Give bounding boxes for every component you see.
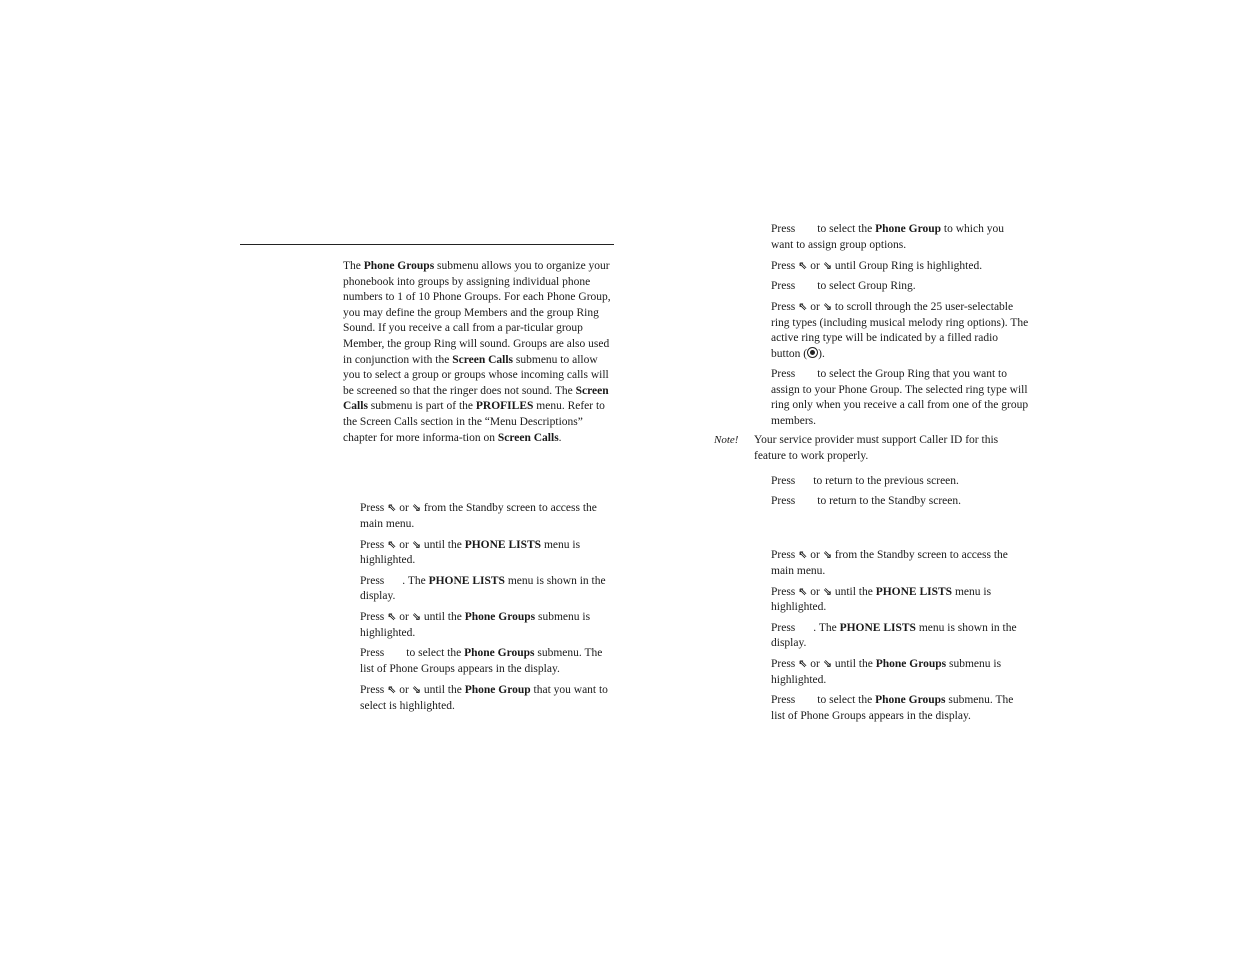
press-word: Press bbox=[360, 611, 385, 624]
step-bold: Phone Groups bbox=[875, 658, 947, 671]
step bbox=[771, 584, 1029, 616]
step bbox=[771, 656, 1029, 688]
step-text: menu is shown in the display. bbox=[771, 621, 1017, 650]
step-text: menu is highlighted. bbox=[360, 538, 581, 567]
step-text: from the Standby screen to access the main menu. bbox=[771, 549, 1008, 577]
or-word: or bbox=[399, 502, 409, 514]
step-text: to select the bbox=[817, 223, 876, 235]
up-arrow-icon: ⇖ bbox=[798, 584, 808, 598]
up-arrow-icon: ⇖ bbox=[387, 501, 397, 514]
intro-text: The bbox=[343, 260, 364, 272]
or-word: or bbox=[810, 658, 820, 671]
step-bold: Phone Groups bbox=[464, 647, 535, 660]
down-arrow-icon: ⇘ bbox=[822, 657, 832, 671]
up-arrow-icon: ⇖ bbox=[798, 300, 808, 314]
press-word: Press bbox=[360, 574, 385, 587]
up-arrow-icon: ⇖ bbox=[387, 537, 397, 551]
step-text: ). bbox=[818, 347, 825, 360]
step bbox=[771, 279, 1029, 295]
step bbox=[360, 609, 616, 641]
step-text: . The bbox=[813, 621, 840, 634]
up-arrow-icon: ⇖ bbox=[798, 657, 808, 671]
down-arrow-icon: ⇘ bbox=[411, 501, 421, 514]
step-text: that you want to select is highlighted. bbox=[360, 683, 608, 712]
or-word: or bbox=[399, 611, 409, 624]
step-bold: PHONE LISTS bbox=[464, 538, 542, 551]
step-text: until the bbox=[834, 585, 876, 598]
or-word: or bbox=[399, 538, 409, 551]
up-arrow-icon: ⇖ bbox=[387, 610, 397, 624]
step-text: to select the Group Ring that you want to assign to your Phone Group. The selected ring type will ring only when you receive a call from one of the group members. bbox=[771, 368, 1029, 427]
step bbox=[360, 574, 616, 605]
press-word: Press bbox=[771, 279, 796, 292]
intro-column bbox=[343, 259, 615, 446]
press-word: Press bbox=[771, 368, 796, 381]
intro-bold-screen-calls: Screen Calls bbox=[497, 431, 559, 444]
step bbox=[360, 537, 616, 569]
press-word: Press bbox=[771, 259, 796, 272]
right-steps-access bbox=[771, 547, 1029, 729]
press-word: Press bbox=[360, 683, 385, 696]
step-text: to which you want to assign group options. bbox=[771, 223, 1004, 251]
step-text: to return to the Standby screen. bbox=[817, 495, 961, 508]
step-text: . The bbox=[402, 574, 429, 587]
or-word: or bbox=[399, 683, 409, 696]
intro-text: submenu is part of the bbox=[367, 400, 476, 413]
step bbox=[771, 222, 1029, 253]
step-text: until Group Ring is highlighted. bbox=[834, 259, 983, 272]
note-text: Your service provider must support Caller ID for this feature to work properly. bbox=[754, 434, 999, 462]
step-text: until the bbox=[423, 611, 465, 624]
step-bold: PHONE LISTS bbox=[428, 574, 505, 587]
step-text: menu is highlighted. bbox=[771, 585, 992, 614]
press-word: Press bbox=[771, 549, 796, 561]
step-text: to return to the previous screen. bbox=[813, 475, 959, 487]
note-label: Note! bbox=[714, 434, 739, 446]
step-bold: Phone Group bbox=[875, 223, 942, 235]
step-text: until the bbox=[834, 658, 876, 671]
press-word: Press bbox=[360, 502, 385, 514]
step bbox=[771, 547, 1029, 579]
press-word: Press bbox=[360, 538, 385, 551]
step-bold: PHONE LISTS bbox=[839, 621, 916, 634]
step-text: submenu. The list of Phone Groups appears in the display. bbox=[771, 694, 1014, 722]
down-arrow-icon: ⇘ bbox=[822, 258, 832, 272]
down-arrow-icon: ⇘ bbox=[822, 548, 832, 561]
step-text: menu is shown in the display. bbox=[360, 574, 606, 603]
down-arrow-icon: ⇘ bbox=[822, 300, 832, 314]
step bbox=[360, 500, 616, 532]
down-arrow-icon: ⇘ bbox=[411, 610, 421, 624]
step-text: until the bbox=[423, 538, 465, 551]
step-bold: PHONE LISTS bbox=[875, 585, 953, 598]
or-word: or bbox=[810, 585, 820, 598]
step-text: to select the bbox=[817, 694, 876, 707]
step bbox=[771, 367, 1029, 429]
up-arrow-icon: ⇖ bbox=[387, 682, 397, 696]
intro-bold-screen-calls: Screen Calls bbox=[452, 353, 514, 366]
down-arrow-icon: ⇘ bbox=[822, 584, 832, 598]
or-word: or bbox=[810, 259, 820, 272]
press-word: Press bbox=[771, 694, 796, 707]
press-word: Press bbox=[771, 585, 796, 598]
down-arrow-icon: ⇘ bbox=[411, 537, 421, 551]
step bbox=[771, 258, 1029, 275]
press-word: Press bbox=[771, 621, 796, 634]
press-word: Press bbox=[771, 301, 796, 314]
press-word: Press bbox=[360, 647, 385, 660]
right-steps-group-ring bbox=[771, 222, 1029, 434]
section-rule bbox=[240, 244, 614, 245]
step-text: from the Standby screen to access the main menu. bbox=[360, 502, 597, 530]
step bbox=[771, 693, 1029, 724]
intro-paragraph bbox=[343, 259, 615, 446]
step-bold: Phone Group bbox=[464, 683, 531, 696]
step bbox=[360, 646, 616, 677]
step bbox=[771, 299, 1029, 362]
intro-text: submenu allows you to organize your phonebook into groups by assigning individual phone numbers to 1 of 10 Phone Groups. For each Phone Group, you may define the group Members and the group Ring Sound. If you receive a call from a par-ticular group Member, the group Ring will sound. Groups are also used in conjunction with the bbox=[343, 260, 611, 366]
intro-bold-phone-groups: Phone Groups bbox=[363, 260, 435, 272]
intro-bold-screen-calls: Screen Calls bbox=[343, 384, 609, 413]
step-text: submenu is highlighted. bbox=[771, 658, 1002, 686]
step-bold: Phone Groups bbox=[464, 611, 536, 624]
press-word: Press bbox=[771, 223, 796, 235]
or-word: or bbox=[810, 549, 820, 561]
or-word: or bbox=[810, 301, 820, 314]
step bbox=[771, 474, 1029, 490]
step-text: to scroll through the 25 user-selectable ring types (including musical melody ring options). The active ring type will be indicated by a filled radio button ( bbox=[771, 301, 1029, 360]
intro-text: . bbox=[558, 431, 562, 444]
press-word: Press bbox=[771, 658, 796, 671]
left-steps bbox=[360, 500, 616, 719]
step-text: to select Group Ring. bbox=[817, 279, 916, 292]
filled-radio-button-icon bbox=[807, 347, 818, 358]
step-text: submenu is highlighted. bbox=[360, 611, 591, 639]
step-bold: Phone Groups bbox=[875, 694, 946, 707]
step-text: until the bbox=[423, 683, 465, 696]
return-steps bbox=[771, 474, 1029, 514]
step bbox=[771, 494, 1029, 510]
press-word: Press bbox=[771, 495, 796, 508]
step-text: to select the bbox=[406, 647, 465, 660]
step bbox=[771, 621, 1029, 652]
intro-text: menu. Refer to the Screen Calls section in the “Menu Descriptions” chapter for more informa-tion on bbox=[343, 400, 605, 444]
up-arrow-icon: ⇖ bbox=[798, 258, 808, 272]
intro-bold-profiles: PROFILES bbox=[475, 400, 534, 413]
step-text: submenu. The list of Phone Groups appears in the display. bbox=[360, 647, 603, 675]
up-arrow-icon: ⇖ bbox=[798, 548, 808, 561]
intro-text: submenu to allow you to select a group or groups whose incoming calls will be screened so that the ringer does not sound. The bbox=[343, 353, 609, 397]
press-word: Press bbox=[771, 475, 796, 487]
down-arrow-icon: ⇘ bbox=[411, 682, 421, 696]
step bbox=[360, 682, 616, 714]
